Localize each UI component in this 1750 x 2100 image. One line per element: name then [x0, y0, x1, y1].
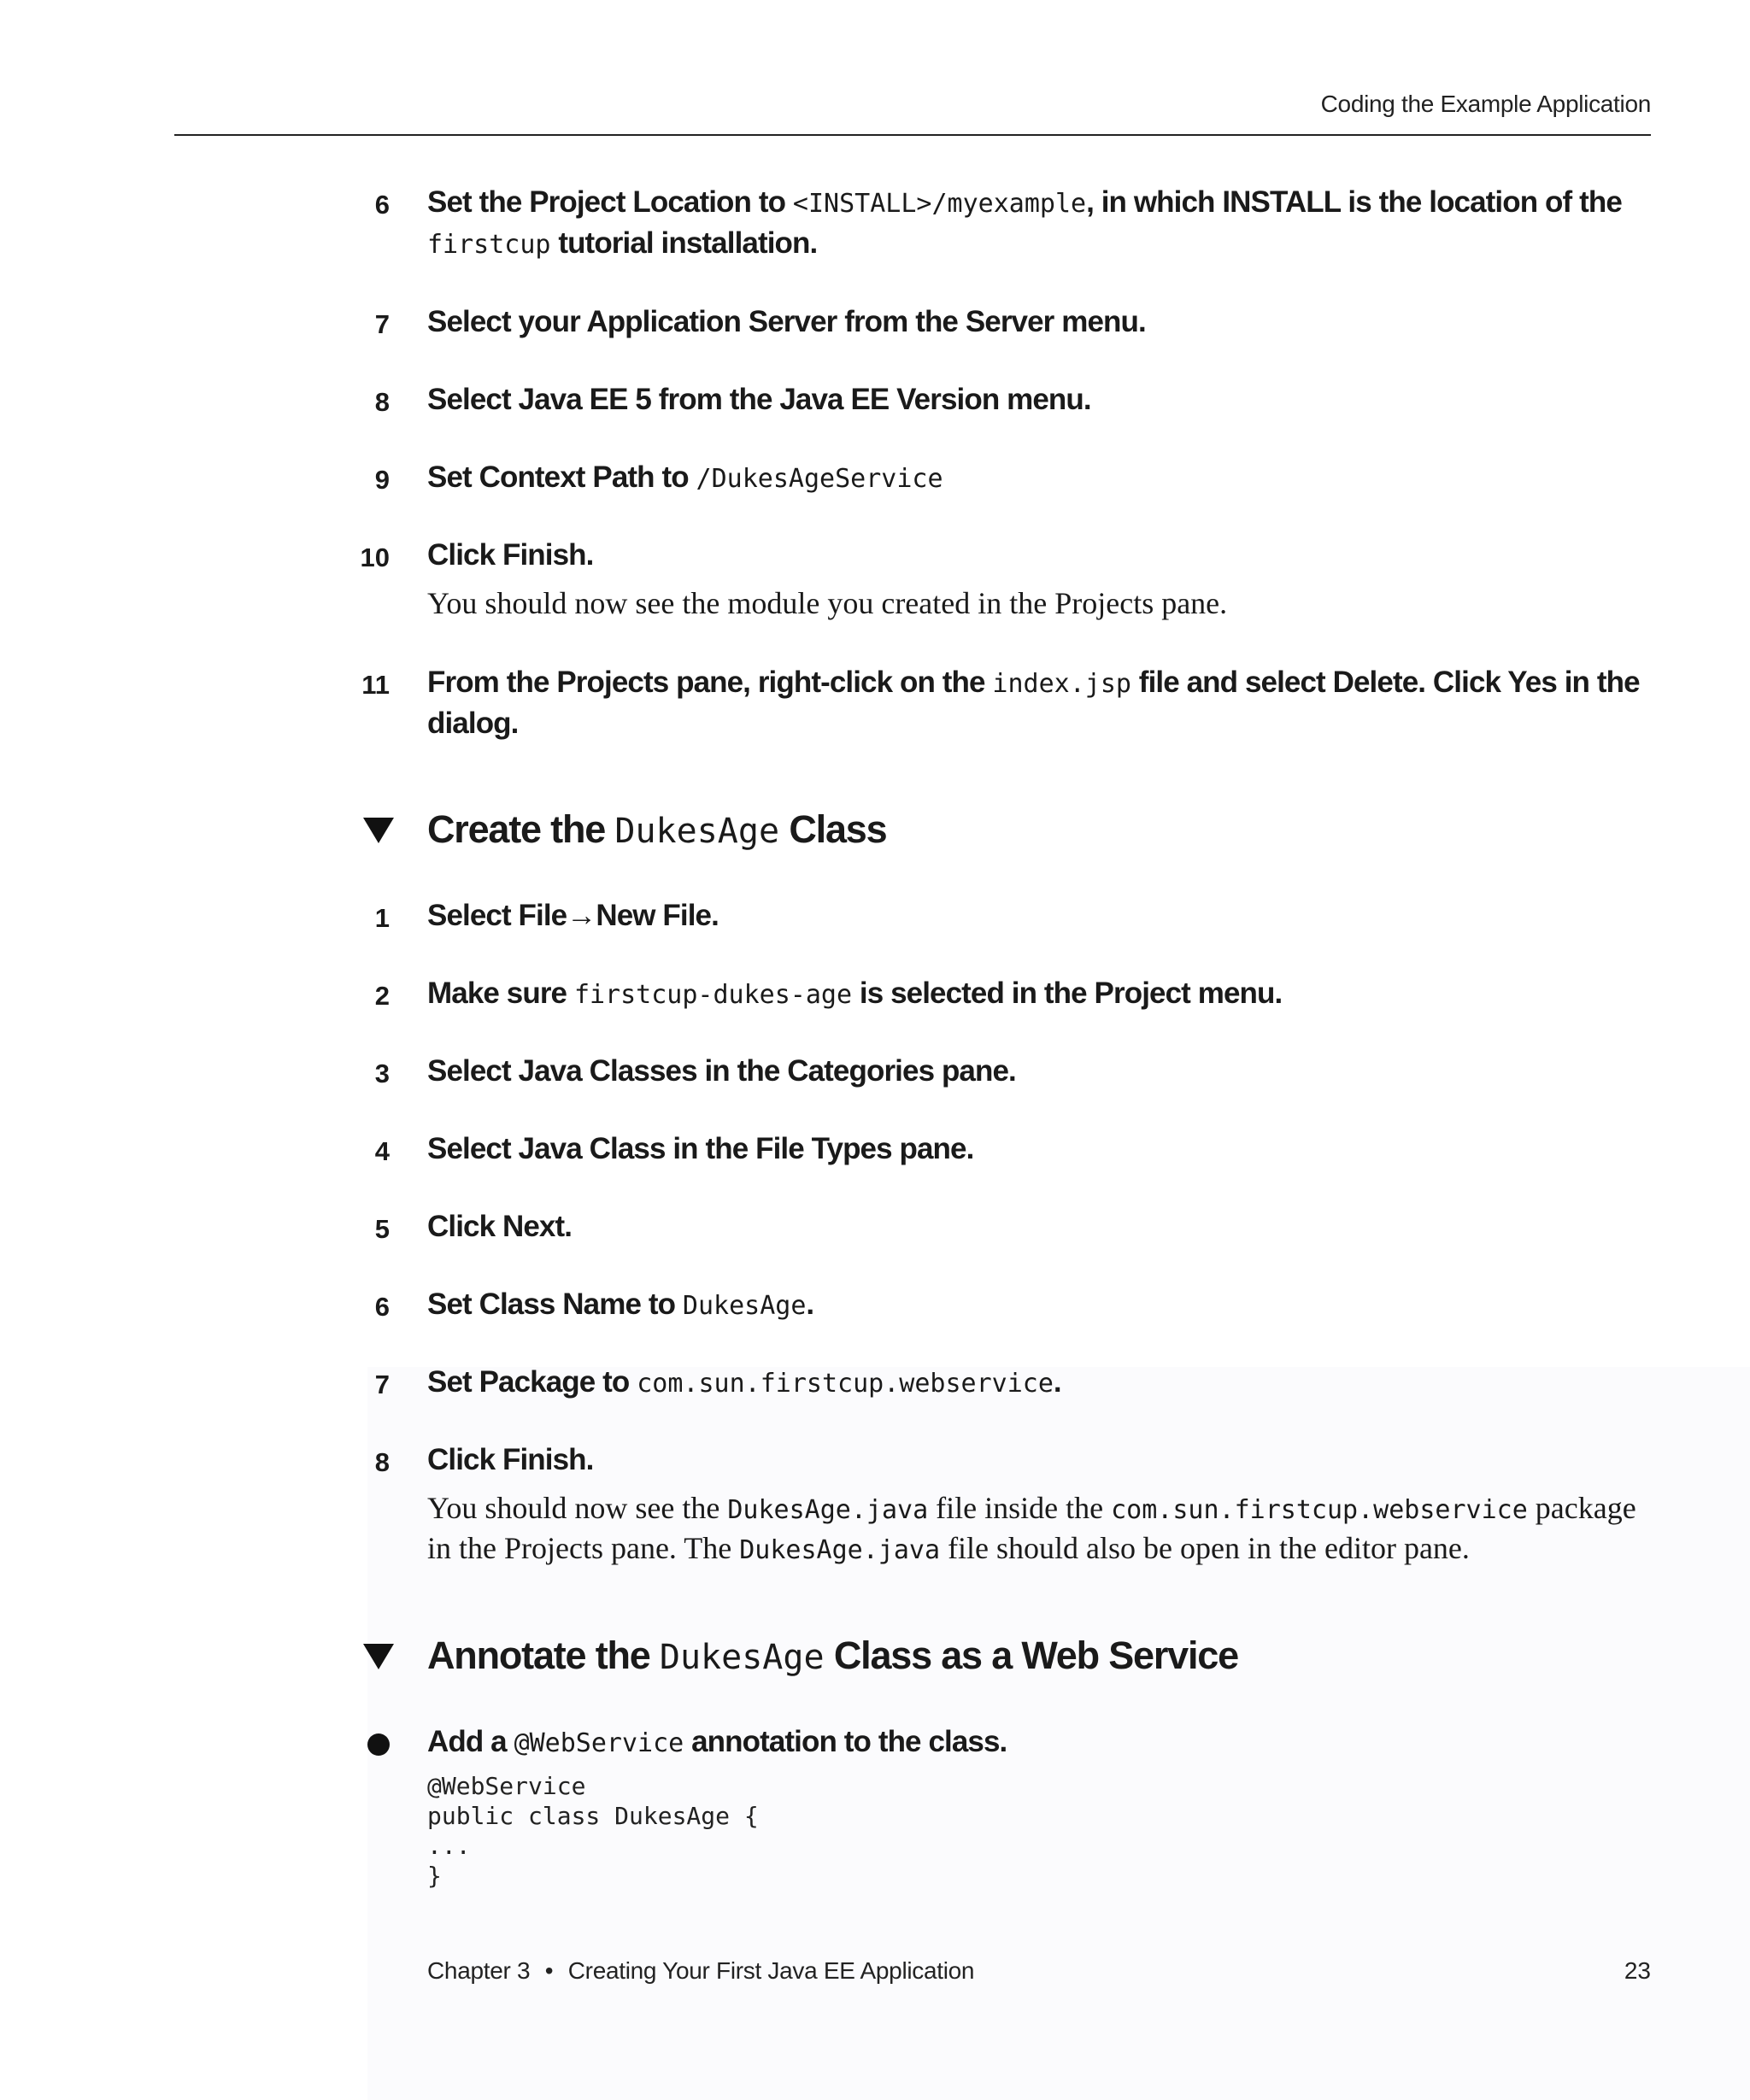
section-triangle-icon — [363, 1644, 394, 1669]
step-text — [427, 1052, 1658, 1091]
step-text — [427, 1207, 1658, 1247]
step-text — [427, 1722, 1658, 1763]
text-run: Click Finish. — [427, 538, 594, 572]
step-8-result — [427, 1489, 1658, 1569]
section-heading-annotate-web-service — [0, 1634, 1750, 1685]
text-run: file should also be open in the editor pane. — [940, 1531, 1470, 1565]
section-heading-create-class — [0, 807, 1750, 859]
code-example: @WebService public class DukesAge { ... } — [427, 1772, 759, 1890]
text-run: package in the Projects pane. The — [427, 1491, 1636, 1565]
header-rule — [174, 134, 1651, 136]
step-number: 6 — [374, 1292, 390, 1322]
text-run: From the Projects pane, right-click on the — [427, 666, 993, 699]
step-number: 7 — [374, 309, 390, 339]
inline-code: com.sun.firstcup.webservice — [1111, 1495, 1528, 1525]
inline-code: /DukesAgeService — [696, 464, 943, 494]
inline-code: @WebService — [514, 1728, 684, 1758]
text-run: Class — [779, 807, 887, 851]
step-number: 3 — [374, 1059, 390, 1088]
text-run: Set the Project Location to — [427, 185, 793, 219]
step-text — [427, 302, 1658, 342]
text-run: Set Package to — [427, 1365, 637, 1399]
footer-chapter — [427, 1957, 974, 1985]
inline-code: index.jsp — [992, 669, 1131, 699]
inline-code: firstcup-dukes-age — [573, 980, 853, 1010]
text-run: Select Java Classes in the Categories pane. — [427, 1054, 1016, 1088]
step-text — [427, 536, 1658, 575]
text-run: Select File→New File. — [427, 899, 719, 932]
footer-chapter-number: Chapter 3 — [427, 1957, 531, 1984]
step-number: 6 — [374, 190, 390, 220]
text-run: Set Context Path to — [427, 460, 696, 494]
step-number: 2 — [374, 981, 390, 1011]
step-number: 8 — [374, 1447, 390, 1477]
inline-code: DukesAge.java — [739, 1535, 941, 1565]
section-triangle-icon — [363, 818, 394, 843]
text-run: is selected in the Project menu. — [852, 977, 1283, 1010]
footer-chapter-title: Creating Your First Java EE Application — [567, 1957, 975, 1984]
step-number: 9 — [374, 465, 390, 495]
text-run: Add a — [427, 1725, 514, 1758]
step-text — [427, 183, 1658, 265]
inline-code: DukesAge.java — [727, 1495, 929, 1525]
footer-separator: • — [544, 1957, 554, 1984]
running-header: Coding the Example Application — [1320, 91, 1651, 117]
step-text — [427, 458, 1658, 499]
step-text — [427, 974, 1658, 1015]
inline-code: firstcup — [427, 230, 551, 260]
text-run: . — [1053, 1365, 1061, 1399]
inline-code: <INSTALL>/myexample — [792, 189, 1087, 219]
text-run: , in which INSTALL is the location of the — [1086, 185, 1622, 219]
section-title — [427, 1634, 1238, 1678]
footer-page-number: 23 — [1624, 1957, 1651, 1984]
text-run: annotation to the class. — [684, 1725, 1007, 1758]
step-number: 7 — [374, 1370, 390, 1399]
step-number: 11 — [361, 670, 390, 700]
text-run: . — [806, 1288, 814, 1321]
text-run: file and select Delete. Click Yes in the dialog. — [427, 666, 1640, 740]
text-run: Annotate the — [427, 1634, 660, 1677]
text-run: You should now see the module you created in the Projects pane. — [427, 586, 1228, 620]
text-run: Select your Application Server from the Server menu. — [427, 305, 1146, 338]
text-run: tutorial installation. — [550, 226, 818, 260]
step-number: 5 — [374, 1214, 390, 1244]
step-number: 1 — [374, 903, 390, 933]
text-run: Select Java Class in the File Types pane. — [427, 1132, 974, 1165]
step-text — [427, 1285, 1658, 1326]
text-run: Select Java EE 5 from the Java EE Version menu. — [427, 383, 1091, 416]
inline-code: DukesAge — [682, 1291, 807, 1321]
step-number: 4 — [374, 1136, 390, 1166]
text-run: file inside the — [928, 1491, 1112, 1525]
step-text — [427, 663, 1658, 743]
step-text — [427, 1363, 1658, 1404]
step-text — [427, 896, 1658, 936]
inline-code: com.sun.firstcup.webservice — [637, 1369, 1054, 1399]
step-10-result — [427, 584, 1658, 623]
inline-code: DukesAge — [659, 1638, 825, 1677]
step-text — [427, 380, 1658, 419]
text-run: Create the — [427, 807, 615, 851]
text-run: Click Finish. — [427, 1443, 594, 1476]
step-text — [427, 1129, 1658, 1169]
step-number: 10 — [360, 543, 390, 572]
step-text — [427, 1440, 1658, 1480]
text-run: Make sure — [427, 977, 574, 1010]
section-title — [427, 807, 886, 852]
text-run: You should now see the — [427, 1491, 728, 1525]
inline-code: DukesAge — [614, 812, 780, 851]
text-run: Click Next. — [427, 1210, 573, 1243]
text-run: Class as a Web Service — [824, 1634, 1238, 1677]
step-number: 8 — [374, 387, 390, 417]
text-run: Set Class Name to — [427, 1288, 683, 1321]
bullet-dot-icon — [367, 1733, 390, 1756]
